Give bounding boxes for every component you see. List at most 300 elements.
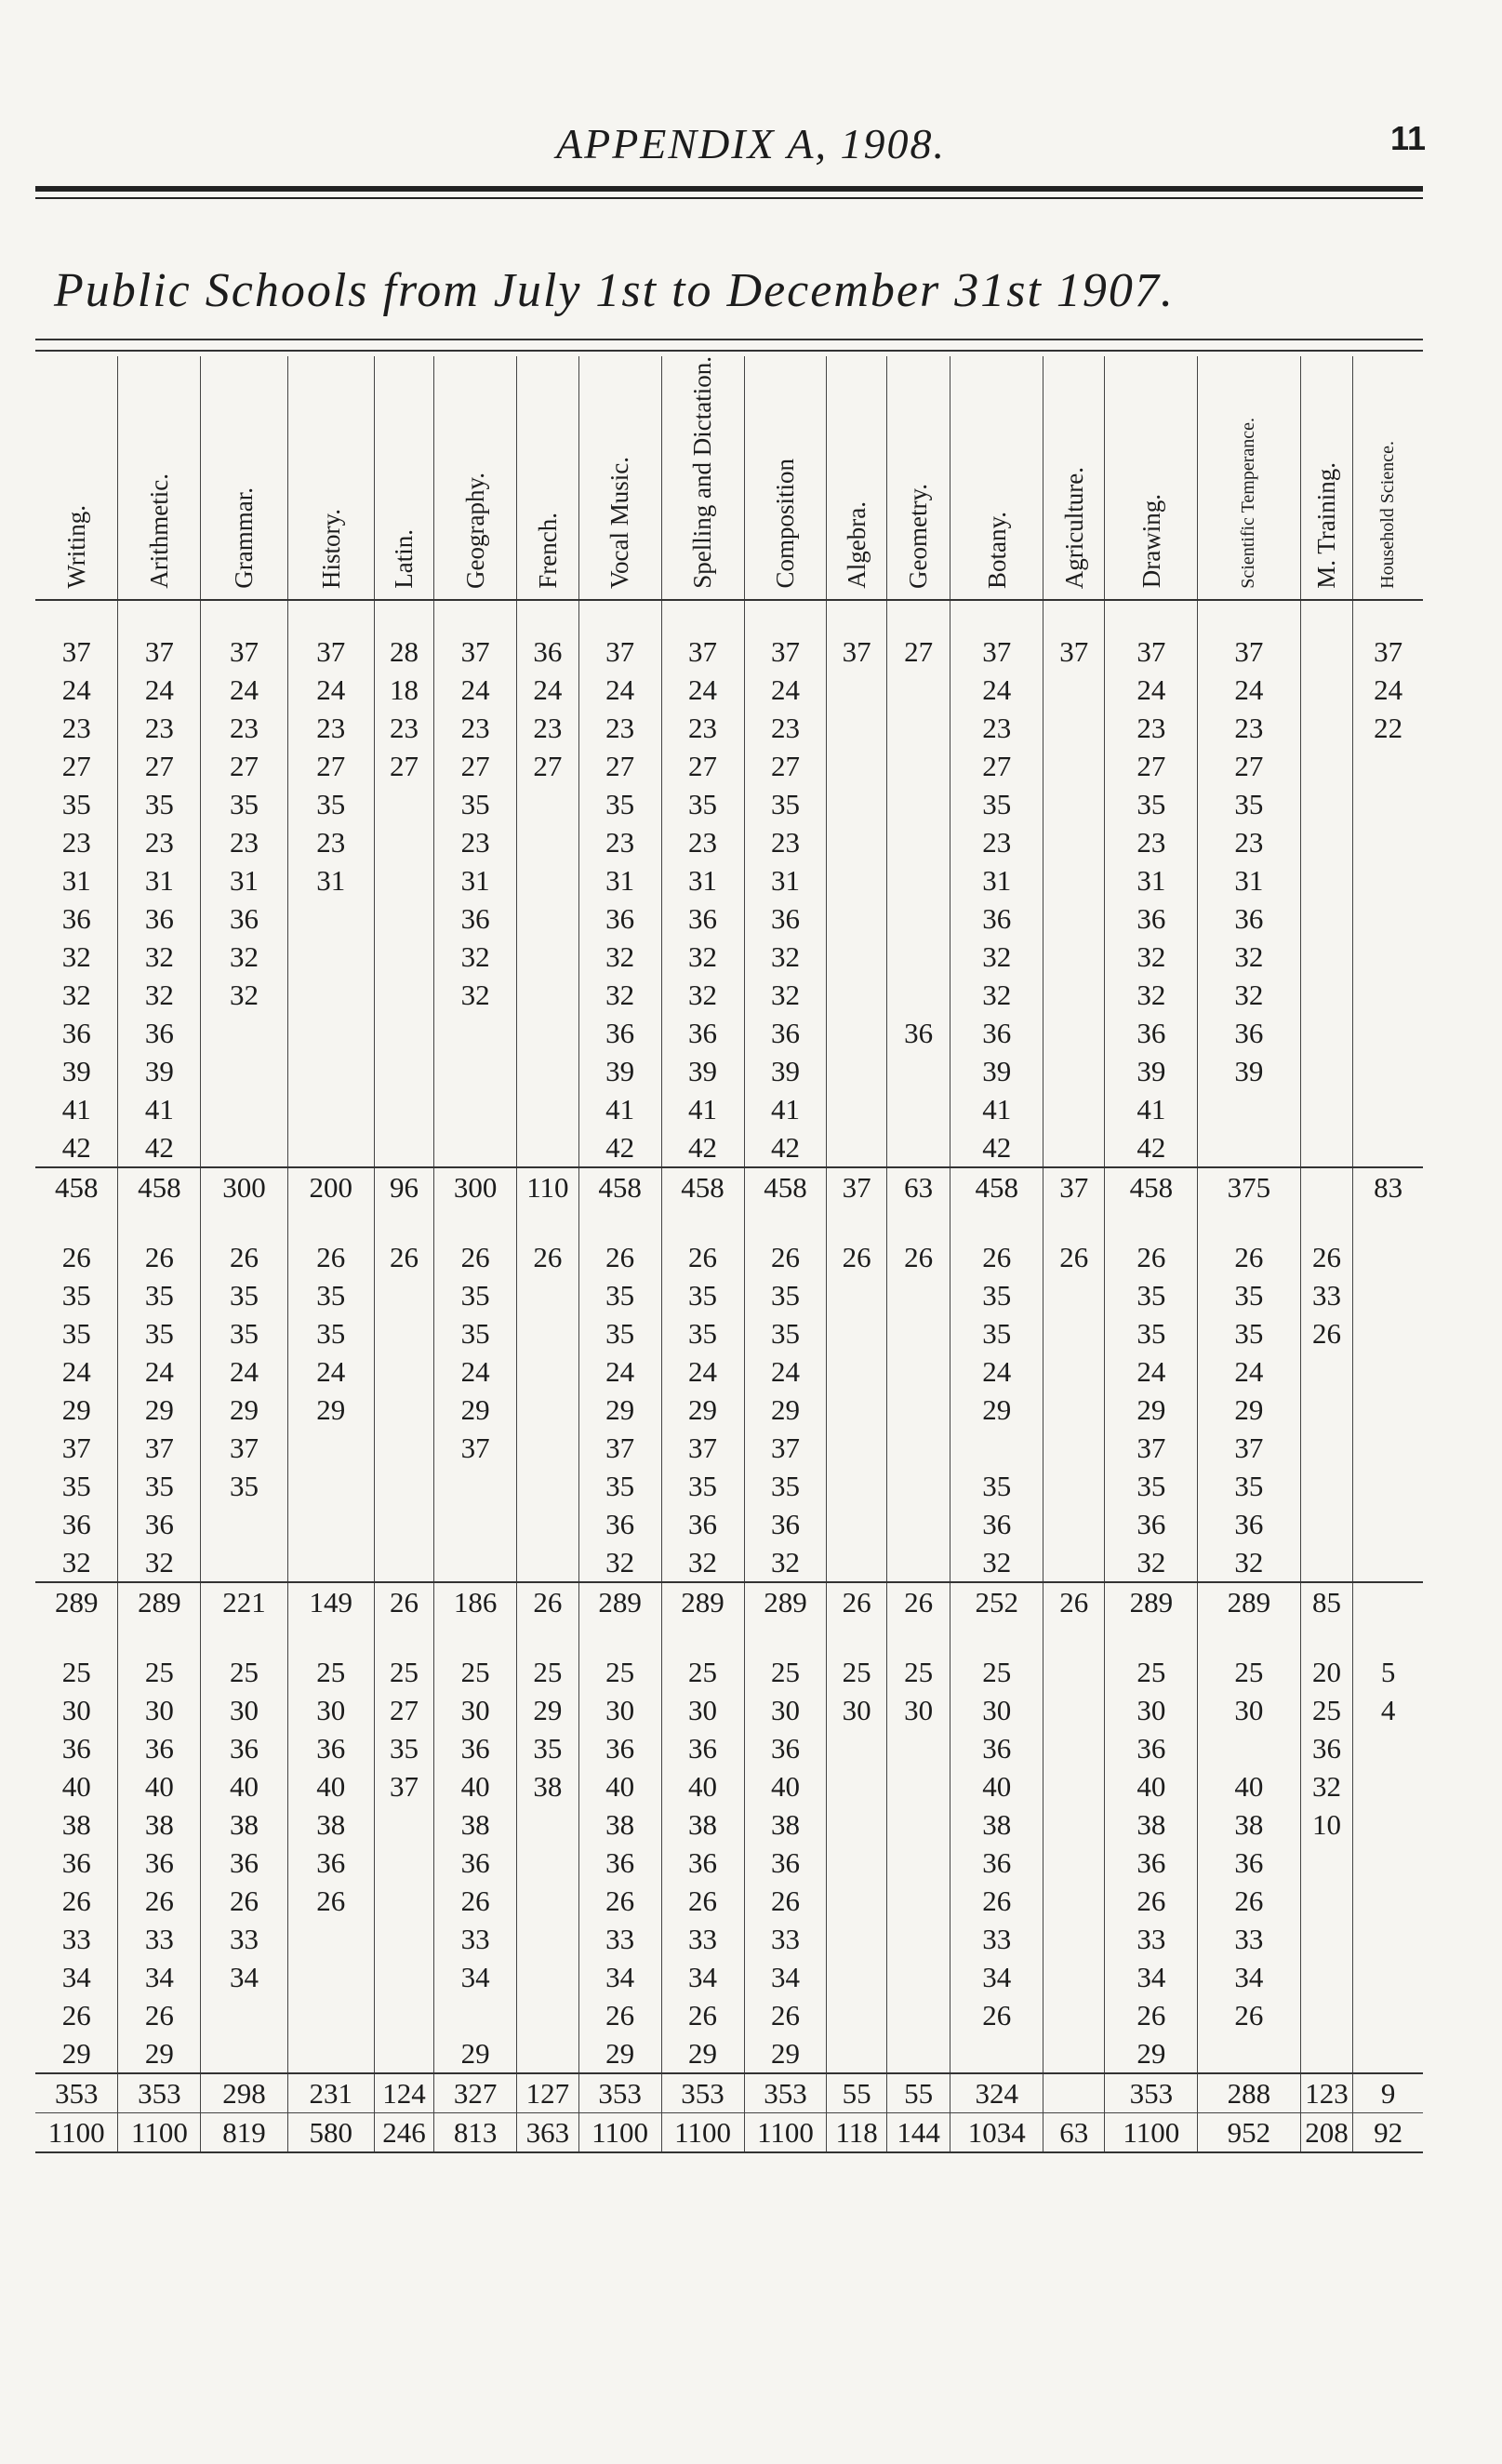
spacer-cell xyxy=(201,1621,287,1653)
table-cell xyxy=(1353,1805,1423,1844)
table-cell: 31 xyxy=(61,863,91,897)
table-cell xyxy=(1353,1920,1423,1958)
total-cell: 221 xyxy=(201,1582,287,1621)
total-cell: 458 xyxy=(35,1167,118,1206)
spacer-cell xyxy=(517,600,578,633)
table-cell xyxy=(1353,1314,1423,1352)
table-cell: 39 xyxy=(61,1054,91,1087)
table-cell: 37 xyxy=(61,634,91,668)
table-cell: 29 xyxy=(201,1391,287,1429)
table-cell xyxy=(1353,1882,1423,1920)
table-cell: 24 xyxy=(434,671,517,709)
table-cell xyxy=(1353,1014,1423,1052)
table-cell xyxy=(827,1996,886,2034)
table-cell: 37 xyxy=(744,1429,827,1467)
table-top-rule-inner xyxy=(35,350,1423,352)
table-cell: 26 xyxy=(1198,1882,1300,1920)
table-cell: 36 xyxy=(517,633,578,671)
table-cell: 37 xyxy=(578,1429,661,1467)
table-cell xyxy=(886,1505,950,1543)
total-cell: 458 xyxy=(1105,1167,1198,1206)
table-cell xyxy=(886,1844,950,1882)
table-subtitle: Public Schools from July 1st to December 31st 1907. xyxy=(54,264,1175,317)
grand-total-cell: 208 xyxy=(1300,2112,1353,2152)
total-cell: 375 xyxy=(1198,1167,1300,1206)
table-cell xyxy=(827,1128,886,1167)
table-cell: 23 xyxy=(287,709,374,747)
table-cell xyxy=(1043,1920,1105,1958)
table-cell xyxy=(374,1505,433,1543)
table-cell: 32 xyxy=(1105,1543,1198,1582)
table-cell: 30 xyxy=(201,1691,287,1729)
table-cell xyxy=(517,1014,578,1052)
table-cell xyxy=(1353,1729,1423,1767)
table-cell xyxy=(1300,785,1353,823)
table-cell: 24 xyxy=(950,671,1043,709)
table-cell: 25 xyxy=(886,1653,950,1691)
table-cell: 26 xyxy=(661,1996,744,2034)
table-cell xyxy=(434,1052,517,1090)
table-cell: 29 xyxy=(434,1391,517,1429)
table-cell: 42 xyxy=(118,1128,201,1167)
table-cell xyxy=(1043,747,1105,785)
table-cell xyxy=(1353,1844,1423,1882)
table-cell: 35 xyxy=(201,785,287,823)
table-row xyxy=(35,1090,1423,1128)
table-cell: 32 xyxy=(744,1543,827,1582)
table-cell: 35 xyxy=(1198,785,1300,823)
table-cell: 10 xyxy=(1300,1805,1353,1844)
table-cell xyxy=(1198,1128,1300,1167)
table-cell: 37 xyxy=(661,633,744,671)
table-cell: 38 xyxy=(517,1767,578,1805)
table-cell xyxy=(434,1467,517,1505)
table-cell: 34 xyxy=(434,1958,517,1996)
spacer-cell xyxy=(950,1621,1043,1653)
table-cell: 31 xyxy=(434,861,517,899)
column-header-label: Writing. xyxy=(62,505,91,589)
table-cell: 36 xyxy=(744,1505,827,1543)
table-cell: 25 xyxy=(1105,1653,1198,1691)
table-cell: 37 xyxy=(434,1429,517,1467)
table-row xyxy=(35,1429,1423,1467)
column-header xyxy=(1300,356,1353,600)
table-cell: 25 xyxy=(1300,1691,1353,1729)
table-cell: 36 xyxy=(61,901,91,935)
table-cell: 26 xyxy=(661,1238,744,1276)
table-row xyxy=(35,671,1423,709)
table-cell: 34 xyxy=(118,1958,201,1996)
table-cell: 26 xyxy=(1300,1238,1353,1276)
table-cell: 34 xyxy=(661,1958,744,1996)
table-cell xyxy=(517,823,578,861)
spacer-cell xyxy=(1353,1206,1423,1238)
table-cell xyxy=(201,1090,287,1128)
table-cell xyxy=(1300,1467,1353,1505)
column-header xyxy=(744,356,827,600)
table-cell xyxy=(1353,1052,1423,1090)
table-cell: 29 xyxy=(950,1391,1043,1429)
table-cell: 30 xyxy=(61,1693,91,1726)
table-cell xyxy=(827,747,886,785)
column-header xyxy=(950,356,1043,600)
table-cell: 42 xyxy=(950,1128,1043,1167)
spacer-cell xyxy=(201,600,287,633)
table-cell: 26 xyxy=(118,1882,201,1920)
table-cell xyxy=(287,1014,374,1052)
spacer-cell xyxy=(118,600,201,633)
table-cell: 41 xyxy=(61,1092,91,1125)
table-cell xyxy=(517,1352,578,1391)
table-row xyxy=(35,1996,1423,2034)
column-header xyxy=(35,356,118,600)
column-header-label: Scientific Temperance. xyxy=(1238,418,1259,589)
total-cell: 149 xyxy=(287,1582,374,1621)
running-head xyxy=(0,119,1502,175)
table-cell xyxy=(886,1391,950,1429)
spacer-cell xyxy=(434,1206,517,1238)
table-cell: 5 xyxy=(1353,1653,1423,1691)
table-cell xyxy=(374,1128,433,1167)
table-row xyxy=(35,633,1423,671)
table-cell: 25 xyxy=(287,1653,374,1691)
table-cell: 40 xyxy=(201,1767,287,1805)
table-cell: 34 xyxy=(578,1958,661,1996)
total-cell: 26 xyxy=(886,1582,950,1621)
table-cell: 35 xyxy=(1198,1467,1300,1505)
table-cell: 26 xyxy=(1198,1238,1300,1276)
table-row xyxy=(35,1014,1423,1052)
table-cell: 25 xyxy=(661,1653,744,1691)
table-cell: 35 xyxy=(1198,1276,1300,1314)
table-cell: 35 xyxy=(287,1276,374,1314)
spacer-cell xyxy=(661,600,744,633)
table-cell: 35 xyxy=(744,1276,827,1314)
grand-total-cell: 1100 xyxy=(1105,2112,1198,2152)
table-cell: 24 xyxy=(287,1352,374,1391)
table-cell: 36 xyxy=(201,1844,287,1882)
table-cell: 36 xyxy=(287,1844,374,1882)
table-cell: 36 xyxy=(1300,1729,1353,1767)
table-cell xyxy=(287,1996,374,2034)
table-cell: 32 xyxy=(118,938,201,976)
table-cell: 35 xyxy=(578,1467,661,1505)
table-cell: 36 xyxy=(950,899,1043,938)
table-cell: 25 xyxy=(1198,1653,1300,1691)
spacer-cell xyxy=(578,1621,661,1653)
table-cell xyxy=(1043,1429,1105,1467)
table-cell: 23 xyxy=(434,823,517,861)
table-cell: 35 xyxy=(661,785,744,823)
table-cell: 24 xyxy=(744,1352,827,1391)
table-cell xyxy=(517,1543,578,1582)
table-cell: 25 xyxy=(201,1653,287,1691)
table-cell: 30 xyxy=(118,1691,201,1729)
table-row xyxy=(35,1128,1423,1167)
table-cell xyxy=(1043,1314,1105,1352)
table-cell: 30 xyxy=(434,1691,517,1729)
table-cell: 35 xyxy=(61,787,91,820)
table-cell: 26 xyxy=(201,1882,287,1920)
table-cell xyxy=(374,1014,433,1052)
spacer-cell xyxy=(374,600,433,633)
table-cell: 26 xyxy=(950,1882,1043,1920)
table-cell xyxy=(1043,1882,1105,1920)
table-cell xyxy=(1300,1429,1353,1467)
table-cell xyxy=(374,1052,433,1090)
table-cell xyxy=(827,1429,886,1467)
spacer-cell xyxy=(886,1621,950,1653)
table-cell: 40 xyxy=(578,1767,661,1805)
table-cell xyxy=(1353,1391,1423,1429)
table-cell: 30 xyxy=(950,1691,1043,1729)
table-cell: 31 xyxy=(118,861,201,899)
table-cell: 29 xyxy=(1198,1391,1300,1429)
grand-total-cell: 819 xyxy=(201,2112,287,2152)
spacer-cell xyxy=(578,600,661,633)
table-cell xyxy=(374,785,433,823)
table-row xyxy=(35,1052,1423,1090)
grand-total-cell: 580 xyxy=(287,2112,374,2152)
spacer-cell xyxy=(1105,600,1198,633)
total-cell: 458 xyxy=(118,1167,201,1206)
table-cell: 39 xyxy=(118,1052,201,1090)
grand-total-cell: 92 xyxy=(1353,2112,1423,2152)
table-cell: 24 xyxy=(950,1352,1043,1391)
table-cell: 35 xyxy=(118,785,201,823)
table-cell xyxy=(886,2034,950,2073)
table-cell: 30 xyxy=(744,1691,827,1729)
spacer-cell xyxy=(287,1621,374,1653)
column-header-label: Spelling and Dictation. xyxy=(688,356,717,589)
total-cell: 252 xyxy=(950,1582,1043,1621)
table-cell xyxy=(434,1014,517,1052)
table-cell: 26 xyxy=(374,1238,433,1276)
table-cell xyxy=(287,1429,374,1467)
table-cell xyxy=(1353,1543,1423,1582)
table-cell: 26 xyxy=(578,1882,661,1920)
table-cell xyxy=(886,709,950,747)
table-cell: 34 xyxy=(201,1958,287,1996)
table-cell xyxy=(827,1467,886,1505)
table-cell: 24 xyxy=(434,1352,517,1391)
table-cell: 40 xyxy=(950,1767,1043,1805)
table-cell: 24 xyxy=(287,671,374,709)
table-cell: 29 xyxy=(287,1391,374,1429)
group-total-row xyxy=(35,1167,1423,1206)
table-row xyxy=(35,785,1423,823)
table-cell: 33 xyxy=(118,1920,201,1958)
table-cell: 27 xyxy=(517,747,578,785)
table-cell: 36 xyxy=(661,899,744,938)
table-cell xyxy=(1043,823,1105,861)
total-cell: 300 xyxy=(201,1167,287,1206)
table-cell: 38 xyxy=(661,1805,744,1844)
total-cell xyxy=(1300,1167,1353,1206)
table-cell: 30 xyxy=(827,1691,886,1729)
table-cell: 35 xyxy=(950,1314,1043,1352)
table-row xyxy=(35,1276,1423,1314)
table-cell xyxy=(517,1882,578,1920)
table-cell: 35 xyxy=(661,1276,744,1314)
table-cell: 36 xyxy=(950,1844,1043,1882)
table-cell xyxy=(517,1090,578,1128)
table-row xyxy=(35,976,1423,1014)
table-cell: 37 xyxy=(1198,1429,1300,1467)
table-cell: 36 xyxy=(578,1505,661,1543)
table-cell xyxy=(201,1052,287,1090)
table-row xyxy=(35,938,1423,976)
total-cell: 110 xyxy=(517,1167,578,1206)
table-cell: 23 xyxy=(61,711,91,744)
table-cell: 32 xyxy=(1105,938,1198,976)
table-cell xyxy=(1043,1276,1105,1314)
column-header xyxy=(287,356,374,600)
spacer-row xyxy=(35,600,1423,633)
spacer-cell xyxy=(201,1206,287,1238)
table-cell xyxy=(1300,976,1353,1014)
column-header-label: Household Science. xyxy=(1377,440,1399,589)
table-row xyxy=(35,1653,1423,1691)
table-cell xyxy=(517,899,578,938)
table-row xyxy=(35,899,1423,938)
table-cell: 38 xyxy=(744,1805,827,1844)
table-cell xyxy=(517,938,578,976)
table-cell xyxy=(374,1391,433,1429)
table-cell xyxy=(886,1352,950,1391)
table-cell xyxy=(1300,747,1353,785)
table-cell xyxy=(1043,976,1105,1014)
table-cell xyxy=(827,1276,886,1314)
table-cell: 35 xyxy=(118,1314,201,1352)
column-header-row xyxy=(35,356,1423,600)
table-cell: 39 xyxy=(744,1052,827,1090)
spacer-cell xyxy=(950,1206,1043,1238)
table-cell xyxy=(1353,1996,1423,2034)
table-cell: 33 xyxy=(950,1920,1043,1958)
spacer-cell xyxy=(950,600,1043,633)
table-cell: 36 xyxy=(1198,1505,1300,1543)
table-cell: 38 xyxy=(1105,1805,1198,1844)
table-row xyxy=(35,1352,1423,1391)
table-cell: 24 xyxy=(61,1354,91,1388)
spacer-cell xyxy=(287,1206,374,1238)
total-cell: 289 xyxy=(744,1582,827,1621)
table-cell xyxy=(374,1958,433,1996)
table-cell xyxy=(287,976,374,1014)
table-cell xyxy=(827,785,886,823)
grand-total-cell: 1100 xyxy=(661,2112,744,2152)
table-cell: 27 xyxy=(287,747,374,785)
table-cell: 42 xyxy=(578,1128,661,1167)
table-cell: 30 xyxy=(661,1691,744,1729)
table-cell: 35 xyxy=(578,1276,661,1314)
spacer-cell xyxy=(744,1206,827,1238)
table-row xyxy=(35,1844,1423,1882)
table-cell: 35 xyxy=(374,1729,433,1767)
table-cell xyxy=(287,1052,374,1090)
table-cell: 26 xyxy=(886,1238,950,1276)
subjects-table xyxy=(35,356,1423,2153)
column-header-label: Arithmetic. xyxy=(145,473,174,589)
table-cell xyxy=(1300,899,1353,938)
table-cell xyxy=(1300,709,1353,747)
table-cell: 38 xyxy=(578,1805,661,1844)
table-cell: 23 xyxy=(374,709,433,747)
table-cell: 26 xyxy=(61,1884,91,1917)
table-cell: 29 xyxy=(517,1691,578,1729)
table-cell: 35 xyxy=(1105,785,1198,823)
table-cell: 35 xyxy=(1105,1276,1198,1314)
table-cell: 23 xyxy=(661,709,744,747)
total-cell: 327 xyxy=(434,2073,517,2113)
grand-total-row xyxy=(35,2112,1423,2152)
table-cell xyxy=(1198,1729,1300,1767)
table-cell: 26 xyxy=(827,1238,886,1276)
table-cell: 33 xyxy=(1198,1920,1300,1958)
table-cell xyxy=(1353,1767,1423,1805)
grand-total-cell: 63 xyxy=(1043,2112,1105,2152)
table-cell xyxy=(517,2034,578,2073)
table-cell: 36 xyxy=(1105,1844,1198,1882)
table-cell: 26 xyxy=(517,1238,578,1276)
column-header xyxy=(517,356,578,600)
table-cell: 35 xyxy=(661,1314,744,1352)
table-cell xyxy=(827,671,886,709)
table-cell: 36 xyxy=(61,1016,91,1049)
table-cell xyxy=(886,1882,950,1920)
table-row xyxy=(35,1729,1423,1767)
table-cell: 24 xyxy=(201,671,287,709)
total-cell: 127 xyxy=(517,2073,578,2113)
table-cell xyxy=(517,1958,578,1996)
table-cell: 27 xyxy=(744,747,827,785)
column-header-label: Algebra. xyxy=(842,501,871,589)
table-cell: 42 xyxy=(1105,1128,1198,1167)
table-cell xyxy=(434,1505,517,1543)
total-cell: 353 xyxy=(35,2073,118,2113)
column-header-label: Latin. xyxy=(390,528,419,589)
table-cell: 29 xyxy=(434,2034,517,2073)
table-cell xyxy=(1300,861,1353,899)
total-cell: 55 xyxy=(827,2073,886,2113)
table-row xyxy=(35,1314,1423,1352)
table-row xyxy=(35,2034,1423,2073)
table-cell: 36 xyxy=(950,1729,1043,1767)
table-cell: 39 xyxy=(578,1052,661,1090)
table-cell xyxy=(374,1996,433,2034)
table-cell xyxy=(287,899,374,938)
table-cell xyxy=(1353,1467,1423,1505)
table-cell: 35 xyxy=(434,785,517,823)
table-cell xyxy=(827,823,886,861)
table-cell: 31 xyxy=(287,861,374,899)
table-cell: 29 xyxy=(61,2036,91,2070)
table-cell: 26 xyxy=(1105,1238,1198,1276)
column-header-label: Composition xyxy=(771,459,800,589)
spacer-cell xyxy=(1300,1206,1353,1238)
table-cell xyxy=(886,976,950,1014)
table-cell xyxy=(517,1391,578,1429)
table-cell: 27 xyxy=(1105,747,1198,785)
total-cell: 231 xyxy=(287,2073,374,2113)
table-cell: 26 xyxy=(118,1996,201,2034)
table-cell: 32 xyxy=(950,938,1043,976)
table-cell: 26 xyxy=(61,1998,91,2031)
table-cell xyxy=(827,1352,886,1391)
column-header xyxy=(201,356,287,600)
table-cell: 41 xyxy=(950,1090,1043,1128)
